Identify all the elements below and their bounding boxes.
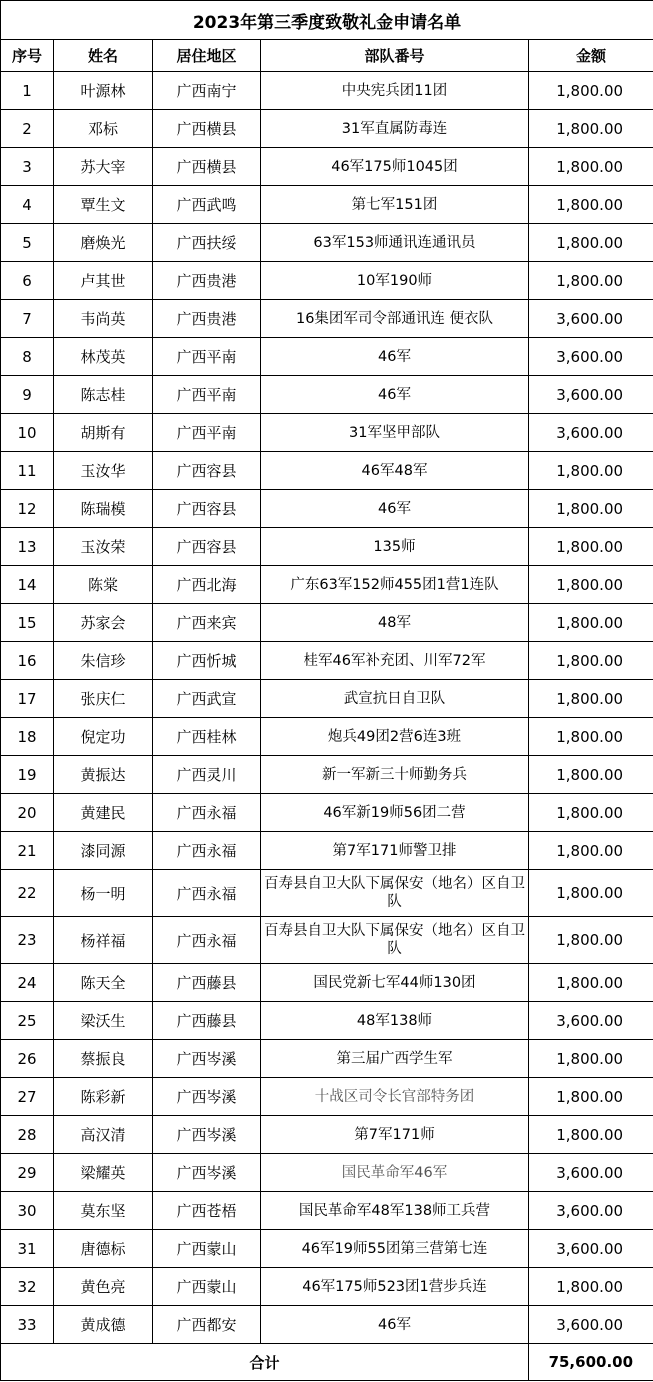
row-name: 漆同源 xyxy=(54,832,153,870)
row-index: 4 xyxy=(1,186,54,224)
row-amount: 1,800.00 xyxy=(529,718,653,756)
header-amount: 金额 xyxy=(529,40,653,72)
row-amount: 1,800.00 xyxy=(529,680,653,718)
row-name: 苏大宰 xyxy=(54,148,153,186)
row-index: 9 xyxy=(1,376,54,414)
row-unit: 46军 xyxy=(261,338,529,376)
total-row xyxy=(1,1344,653,1381)
table-row xyxy=(1,528,653,566)
row-amount: 3,600.00 xyxy=(529,414,653,452)
table-row xyxy=(1,224,653,262)
row-index: 22 xyxy=(1,870,54,917)
header-unit: 部队番号 xyxy=(261,40,529,72)
row-amount: 3,600.00 xyxy=(529,1154,653,1192)
row-name: 玉汝荣 xyxy=(54,528,153,566)
row-name: 高汉清 xyxy=(54,1116,153,1154)
header-name: 姓名 xyxy=(54,40,153,72)
table-row xyxy=(1,832,653,870)
row-name: 卢其世 xyxy=(54,262,153,300)
row-index: 10 xyxy=(1,414,54,452)
row-region: 广西岑溪 xyxy=(153,1116,261,1154)
table-row xyxy=(1,604,653,642)
row-unit: 第7军171师 xyxy=(261,1116,529,1154)
row-name: 唐德标 xyxy=(54,1230,153,1268)
row-amount: 1,800.00 xyxy=(529,262,653,300)
header-index: 序号 xyxy=(1,40,54,72)
row-region: 广西平南 xyxy=(153,338,261,376)
row-region: 广西贵港 xyxy=(153,300,261,338)
row-amount: 1,800.00 xyxy=(529,794,653,832)
table-row xyxy=(1,148,653,186)
row-name: 陈志桂 xyxy=(54,376,153,414)
row-unit: 46军 xyxy=(261,1306,529,1344)
row-index: 24 xyxy=(1,964,54,1002)
row-index: 6 xyxy=(1,262,54,300)
row-unit: 16集团军司令部通讯连 便衣队 xyxy=(261,300,529,338)
row-index: 28 xyxy=(1,1116,54,1154)
row-region: 广西岑溪 xyxy=(153,1078,261,1116)
row-region: 广西苍梧 xyxy=(153,1192,261,1230)
row-region: 广西岑溪 xyxy=(153,1154,261,1192)
table-row xyxy=(1,376,653,414)
table-row xyxy=(1,1078,653,1116)
table-row xyxy=(1,794,653,832)
row-index: 26 xyxy=(1,1040,54,1078)
row-amount: 1,800.00 xyxy=(529,756,653,794)
row-unit: 中央宪兵团11团 xyxy=(261,72,529,110)
row-name: 陈彩新 xyxy=(54,1078,153,1116)
row-name: 玉汝华 xyxy=(54,452,153,490)
table-row xyxy=(1,680,653,718)
table-row xyxy=(1,718,653,756)
row-unit: 国民革命军48军138师工兵营 xyxy=(261,1192,529,1230)
row-index: 11 xyxy=(1,452,54,490)
table-row xyxy=(1,1002,653,1040)
row-region: 广西来宾 xyxy=(153,604,261,642)
row-region: 广西扶绥 xyxy=(153,224,261,262)
row-unit: 百寿县自卫大队下属保安（地名）区自卫队 xyxy=(261,870,529,917)
row-region: 广西容县 xyxy=(153,528,261,566)
row-region: 广西桂林 xyxy=(153,718,261,756)
row-region: 广西横县 xyxy=(153,148,261,186)
row-region: 广西容县 xyxy=(153,490,261,528)
row-unit: 国民党新七军44师130团 xyxy=(261,964,529,1002)
row-unit: 31军坚甲部队 xyxy=(261,414,529,452)
row-unit: 国民革命军46军 xyxy=(261,1154,529,1192)
row-index: 16 xyxy=(1,642,54,680)
row-region: 广西武鸣 xyxy=(153,186,261,224)
row-unit: 10军190师 xyxy=(261,262,529,300)
row-region: 广西横县 xyxy=(153,110,261,148)
row-unit: 第三届广西学生军 xyxy=(261,1040,529,1078)
row-region: 广西平南 xyxy=(153,376,261,414)
row-index: 20 xyxy=(1,794,54,832)
row-region: 广西贵港 xyxy=(153,262,261,300)
row-index: 30 xyxy=(1,1192,54,1230)
row-name: 陈瑞模 xyxy=(54,490,153,528)
row-amount: 1,800.00 xyxy=(529,490,653,528)
row-index: 5 xyxy=(1,224,54,262)
row-amount: 3,600.00 xyxy=(529,376,653,414)
row-unit: 46军新19师56团二营 xyxy=(261,794,529,832)
row-region: 广西蒙山 xyxy=(153,1268,261,1306)
row-unit: 新一军新三十师勤务兵 xyxy=(261,756,529,794)
row-region: 广西永福 xyxy=(153,917,261,964)
row-name: 陈棠 xyxy=(54,566,153,604)
table-row xyxy=(1,1268,653,1306)
row-index: 31 xyxy=(1,1230,54,1268)
row-name: 林茂英 xyxy=(54,338,153,376)
row-name: 莫东坚 xyxy=(54,1192,153,1230)
row-unit: 炮兵49团2营6连3班 xyxy=(261,718,529,756)
row-unit: 第七军151团 xyxy=(261,186,529,224)
row-region: 广西平南 xyxy=(153,414,261,452)
row-amount: 3,600.00 xyxy=(529,338,653,376)
row-amount: 3,600.00 xyxy=(529,1002,653,1040)
row-name: 胡斯有 xyxy=(54,414,153,452)
row-amount: 3,600.00 xyxy=(529,1306,653,1344)
row-amount: 1,800.00 xyxy=(529,528,653,566)
row-name: 陈天全 xyxy=(54,964,153,1002)
row-index: 13 xyxy=(1,528,54,566)
table-row xyxy=(1,1192,653,1230)
row-amount: 1,800.00 xyxy=(529,832,653,870)
row-name: 苏家会 xyxy=(54,604,153,642)
row-index: 2 xyxy=(1,110,54,148)
row-region: 广西都安 xyxy=(153,1306,261,1344)
row-amount: 1,800.00 xyxy=(529,604,653,642)
table-row xyxy=(1,1230,653,1268)
row-amount: 1,800.00 xyxy=(529,964,653,1002)
row-name: 黄成德 xyxy=(54,1306,153,1344)
row-name: 黄振达 xyxy=(54,756,153,794)
row-amount: 1,800.00 xyxy=(529,1078,653,1116)
table-row xyxy=(1,756,653,794)
row-region: 广西永福 xyxy=(153,832,261,870)
row-name: 邓标 xyxy=(54,110,153,148)
row-index: 19 xyxy=(1,756,54,794)
table-row xyxy=(1,72,653,110)
row-name: 磨焕光 xyxy=(54,224,153,262)
row-unit: 46军48军 xyxy=(261,452,529,490)
row-amount: 1,800.00 xyxy=(529,870,653,917)
row-amount: 1,800.00 xyxy=(529,1040,653,1078)
table-row xyxy=(1,452,653,490)
table-row xyxy=(1,870,653,917)
row-amount: 3,600.00 xyxy=(529,300,653,338)
row-name: 杨祥福 xyxy=(54,917,153,964)
table-row xyxy=(1,338,653,376)
row-unit: 46军19师55团第三营第七连 xyxy=(261,1230,529,1268)
row-unit: 46军 xyxy=(261,376,529,414)
row-amount: 1,800.00 xyxy=(529,452,653,490)
row-amount: 1,800.00 xyxy=(529,1268,653,1306)
row-index: 8 xyxy=(1,338,54,376)
row-index: 12 xyxy=(1,490,54,528)
row-name: 倪定功 xyxy=(54,718,153,756)
table-row xyxy=(1,566,653,604)
row-index: 1 xyxy=(1,72,54,110)
row-index: 25 xyxy=(1,1002,54,1040)
row-name: 蔡振良 xyxy=(54,1040,153,1078)
table-row xyxy=(1,1154,653,1192)
row-unit: 十战区司令长官部特务团 xyxy=(261,1078,529,1116)
row-amount: 1,800.00 xyxy=(529,148,653,186)
row-region: 广西忻城 xyxy=(153,642,261,680)
row-region: 广西永福 xyxy=(153,794,261,832)
row-name: 杨一明 xyxy=(54,870,153,917)
total-label: 合计 xyxy=(1,1344,529,1381)
row-name: 黄色亮 xyxy=(54,1268,153,1306)
row-name: 覃生文 xyxy=(54,186,153,224)
total-amount: 75,600.00 xyxy=(529,1344,653,1381)
row-name: 叶源林 xyxy=(54,72,153,110)
row-unit: 31军直属防毒连 xyxy=(261,110,529,148)
row-index: 15 xyxy=(1,604,54,642)
table-row xyxy=(1,490,653,528)
row-region: 广西南宁 xyxy=(153,72,261,110)
row-name: 梁沃生 xyxy=(54,1002,153,1040)
row-region: 广西岑溪 xyxy=(153,1040,261,1078)
row-index: 17 xyxy=(1,680,54,718)
row-index: 3 xyxy=(1,148,54,186)
row-unit: 63军153师通讯连通讯员 xyxy=(261,224,529,262)
table-row xyxy=(1,964,653,1002)
table-row xyxy=(1,186,653,224)
row-amount: 1,800.00 xyxy=(529,186,653,224)
sheet-title: 2023年第三季度致敬礼金申请名单 xyxy=(1,1,653,40)
table-row xyxy=(1,110,653,148)
row-index: 32 xyxy=(1,1268,54,1306)
row-amount: 3,600.00 xyxy=(529,1230,653,1268)
header-region: 居住地区 xyxy=(153,40,261,72)
row-index: 23 xyxy=(1,917,54,964)
row-unit: 第7军171师警卫排 xyxy=(261,832,529,870)
row-unit: 46军175师523团1营步兵连 xyxy=(261,1268,529,1306)
row-region: 广西藤县 xyxy=(153,1002,261,1040)
header-row xyxy=(1,40,653,72)
row-index: 18 xyxy=(1,718,54,756)
row-amount: 3,600.00 xyxy=(529,1192,653,1230)
table-row xyxy=(1,1306,653,1344)
row-unit: 广东63军152师455团1营1连队 xyxy=(261,566,529,604)
table-row xyxy=(1,1116,653,1154)
table-row xyxy=(1,262,653,300)
row-amount: 1,800.00 xyxy=(529,566,653,604)
row-unit: 135师 xyxy=(261,528,529,566)
row-index: 29 xyxy=(1,1154,54,1192)
row-region: 广西武宣 xyxy=(153,680,261,718)
row-name: 张庆仁 xyxy=(54,680,153,718)
row-amount: 1,800.00 xyxy=(529,642,653,680)
row-amount: 1,800.00 xyxy=(529,110,653,148)
row-name: 黄建民 xyxy=(54,794,153,832)
row-unit: 46军175师1045团 xyxy=(261,148,529,186)
row-amount: 1,800.00 xyxy=(529,224,653,262)
row-name: 韦尚英 xyxy=(54,300,153,338)
row-region: 广西容县 xyxy=(153,452,261,490)
row-index: 33 xyxy=(1,1306,54,1344)
row-unit: 桂军46军补充团、川军72军 xyxy=(261,642,529,680)
table-row xyxy=(1,414,653,452)
row-region: 广西藤县 xyxy=(153,964,261,1002)
table-row xyxy=(1,917,653,964)
row-index: 21 xyxy=(1,832,54,870)
row-region: 广西北海 xyxy=(153,566,261,604)
row-region: 广西永福 xyxy=(153,870,261,917)
row-amount: 1,800.00 xyxy=(529,1116,653,1154)
row-unit: 武宣抗日自卫队 xyxy=(261,680,529,718)
row-region: 广西灵川 xyxy=(153,756,261,794)
row-unit: 46军 xyxy=(261,490,529,528)
row-index: 7 xyxy=(1,300,54,338)
row-name: 朱信珍 xyxy=(54,642,153,680)
row-amount: 1,800.00 xyxy=(529,72,653,110)
table-row xyxy=(1,642,653,680)
table-row xyxy=(1,300,653,338)
table-row xyxy=(1,1040,653,1078)
row-amount: 1,800.00 xyxy=(529,917,653,964)
row-region: 广西蒙山 xyxy=(153,1230,261,1268)
row-unit: 百寿县自卫大队下属保安（地名）区自卫队 xyxy=(261,917,529,964)
row-unit: 48军138师 xyxy=(261,1002,529,1040)
row-name: 梁耀英 xyxy=(54,1154,153,1192)
row-unit: 48军 xyxy=(261,604,529,642)
row-index: 27 xyxy=(1,1078,54,1116)
row-index: 14 xyxy=(1,566,54,604)
